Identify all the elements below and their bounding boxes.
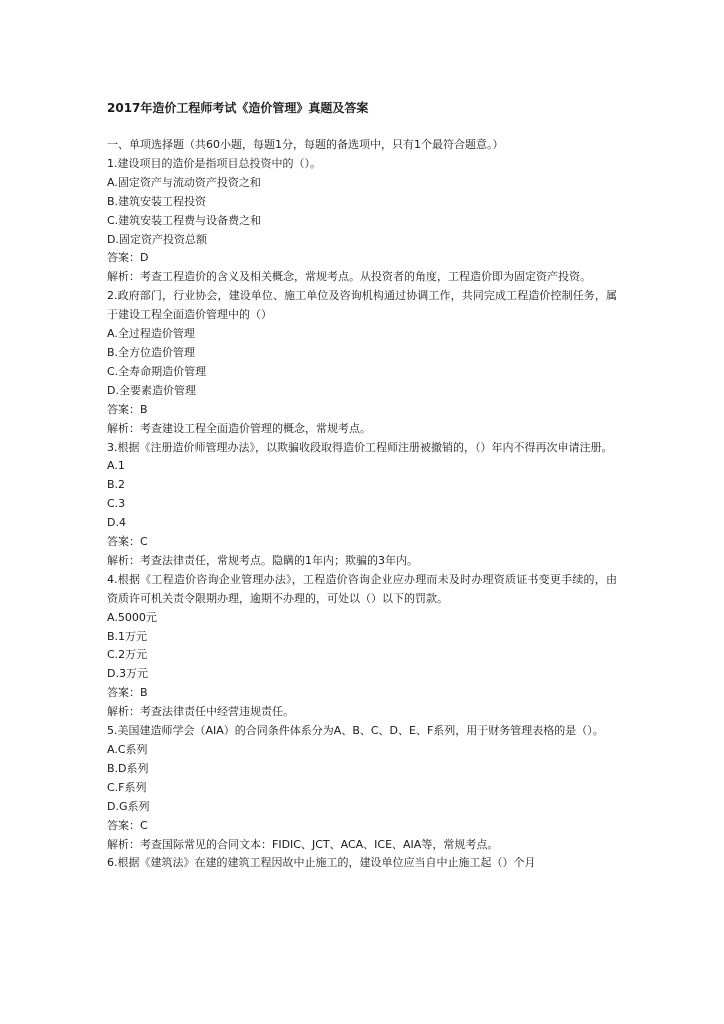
answer-key: 答案：D — [107, 251, 149, 265]
answer-analysis: 解析：考查工程造价的含义及相关概念，常规考点。从投资者的角度，工程造价即为固定资产投资。 — [107, 270, 591, 284]
answer-option: B.1万元 — [107, 629, 148, 643]
question-stem: 3.根据《注册造价师管理办法》，以欺骗收段取得造价工程师注册被撤销的，（）年内不得再次申请注册。 — [107, 440, 613, 454]
answer-option: A.全过程造价管理 — [107, 327, 195, 341]
answer-option: A.C系列 — [107, 743, 148, 756]
question-stem: 4.根据《工程造价咨询企业管理办法》，工程造价咨询企业应办理而未及时办理资质证书变更手续的，由资质许可机关责令限期办理，逾期不办理的，可处以（）以下的罚款。 — [107, 572, 617, 605]
answer-option: D.G系列 — [107, 799, 150, 813]
answer-option: C.全寿命期造价管理 — [107, 364, 207, 378]
answer-option: A.1 — [107, 459, 125, 473]
answer-option: B.D系列 — [107, 761, 149, 775]
answer-analysis: 解析：考查法律责任，常规考点。隐瞒的1年内；欺骗的3年内。 — [107, 553, 418, 567]
answer-option: A.固定资产与流动资产投资之和 — [107, 175, 261, 189]
answer-option: B.全方位造价管理 — [107, 345, 196, 359]
question-stem: 5.美国建造师学会（AIA）的合同条件体系分为A、B、C、D、E、F系列，用于财务管理表格的是（）。 — [107, 724, 604, 738]
answer-key: 答案：C — [107, 535, 148, 549]
answer-option: C.2万元 — [107, 648, 148, 662]
document-title: 2017年造价工程师考试《造价管理》真题及答案 — [107, 101, 369, 115]
section-heading: 一、单项选择题（共60小题，每题1分，每题的备选项中，只有1个最符合题意。） — [107, 138, 504, 151]
question-stem: 6.根据《建筑法》在建的建筑工程因故中止施工的，建设单位应当自中止施工起（）个月 — [107, 856, 536, 870]
answer-option: D.全要素造价管理 — [107, 383, 196, 397]
answer-option: A.5000元 — [107, 610, 157, 624]
answer-option: C.建筑安装工程费与设备费之和 — [107, 213, 262, 227]
question-stem: 2.政府部门，行业协会，建设单位、施工单位及咨询机构通过协调工作，共同完成工程造价控制任务，属于建设工程全面造价管理中的（） — [107, 289, 617, 322]
answer-option: C.3 — [107, 497, 126, 511]
answer-option: C.F系列 — [107, 780, 147, 794]
answer-key: 答案：C — [107, 818, 148, 832]
document-body — [107, 99, 617, 873]
answer-option: B.2 — [107, 478, 126, 492]
answer-analysis: 解析：考查国际常见的合同文本：FIDIC、JCT、ACA、ICE、AIA等，常规考点。 — [107, 837, 499, 851]
answer-analysis: 解析：考查建设工程全面造价管理的概念，常规考点。 — [107, 421, 371, 435]
answer-analysis: 解析：考查法律责任中经营违规责任。 — [107, 705, 294, 719]
answer-option: D.固定资产投资总额 — [107, 232, 207, 246]
answer-option: D.3万元 — [107, 667, 148, 681]
answer-key: 答案：B — [107, 402, 148, 416]
answer-key: 答案：B — [107, 686, 148, 700]
question-stem: 1.建设项目的造价是指项目总投资中的（）。 — [107, 156, 321, 170]
answer-option: B.建筑安装工程投资 — [107, 194, 207, 208]
answer-option: D.4 — [107, 516, 126, 530]
